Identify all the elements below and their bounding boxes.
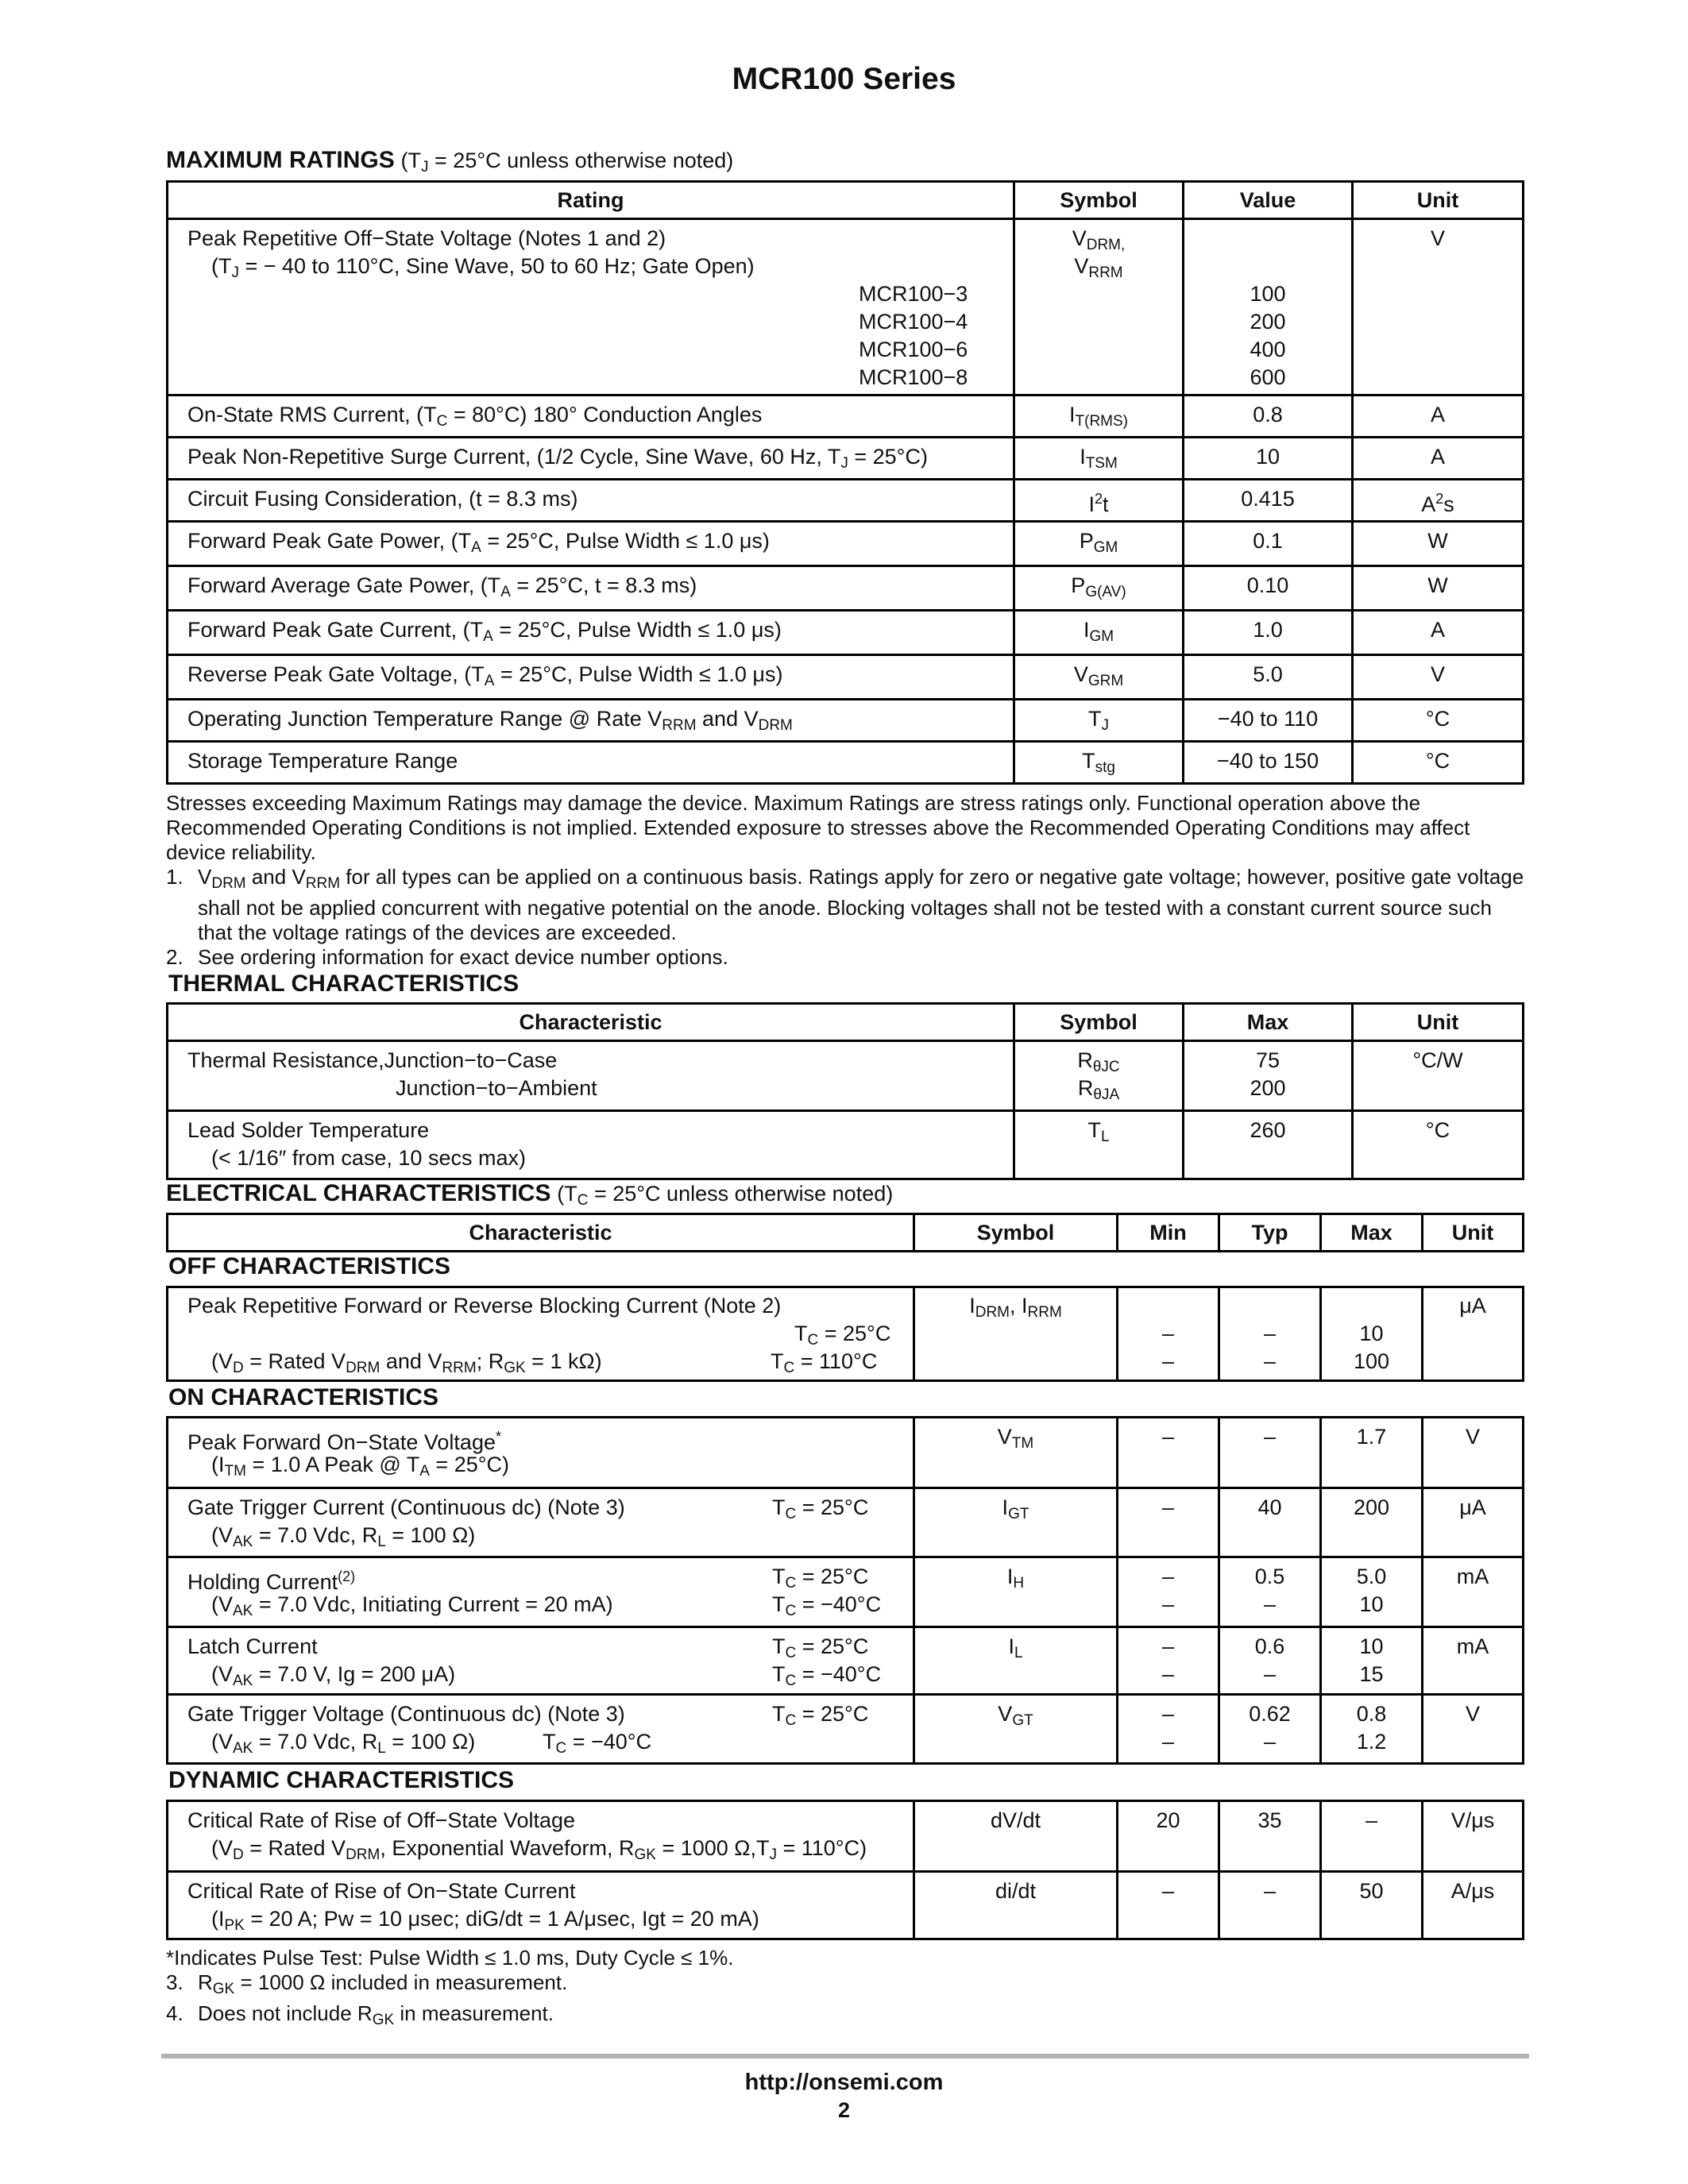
- table-row: On-State RMS Current, $(T_C = 80^\circ C)$ 180° Conduction Angles $I_{T(RMS)}$ 0.8 A: [168, 396, 1524, 438]
- dynamic-table: [166, 1800, 1524, 1940]
- table-row: Thermal Resistance,Junction−to−Case Junction−to−Ambient $R_{\theta JC}$ $R_{\theta JA}$ 75 200 °C/W: [168, 1041, 1524, 1111]
- table-row: Reverse Peak Gate Voltage, ($T_A = 25^\circ C$, Pulse Width ≤ 1.0 μs) $V_{GRM}$ 5.0 V: [168, 655, 1524, 700]
- footer-divider: [161, 2054, 1529, 2059]
- footer-url[interactable]: http://onsemi.com: [744, 2070, 944, 2095]
- off-heading: OFF CHARACTERISTICS: [168, 1253, 450, 1279]
- table-row: Storage Temperature Range $T_{stg}$ −40 to 150 °C: [168, 742, 1524, 784]
- table-row: Lead Solder Temperature (< 1/16″ from case, 10 secs max) $T_L$ 260 °C: [168, 1111, 1524, 1179]
- note-3: 3. $R_{GK} = 1000$ Ω included in measurement.: [166, 1970, 568, 1997]
- table-row: Peak Repetitive Forward or Reverse Blocking Current (Note 2) $T_C = 25^\circ C$ ($V_D$ = Rated $V_{DRM}$ and $V_{RRM}$; $R_{GK} = 1$ kΩ) $T_C = 110^\circ C$ $I_{DRM}$, $I_{RRM}$ – – – – 10 100 μA: [168, 1287, 1524, 1381]
- table-header-row: Characteristic Symbol Max Unit: [168, 1004, 1524, 1041]
- bottom-notes: [166, 1946, 1529, 2032]
- table-row: Forward Average Gate Power, ($T_A = 25^\circ C$, t = 8.3 ms) $P_{G(AV)}$ 0.10 W: [168, 566, 1524, 611]
- thermal-heading: THERMAL CHARACTERISTICS: [168, 970, 520, 997]
- notes-block: [166, 791, 1529, 970]
- table-row: Latch Current $T_C = 25^\circ C$ ($V_{AK} = 7.0$ V, Ig = 200 μA) $T_C = -40^\circ C$ $I_L$ – – 0.6 – 10 15 mA: [168, 1627, 1524, 1695]
- on-heading: ON CHARACTERISTICS: [168, 1384, 439, 1410]
- max-ratings-table: [166, 180, 1524, 785]
- table-header-row: Rating Symbol Value Unit: [168, 182, 1524, 219]
- on-table: [166, 1416, 1524, 1765]
- table-header-row: Characteristic Symbol Min Typ Max Unit: [168, 1214, 1524, 1252]
- table-row: Critical Rate of Rise of On−State Current ($I_{PK} = 20$ A; Pw = 10 μsec; diG/dt = 1 A/μsec, Igt = 20 mA) di/dt – – 50 A/μs: [168, 1872, 1524, 1939]
- pulse-test-note: *Indicates Pulse Test: Pulse Width ≤ 1.0 ms, Duty Cycle ≤ 1%.: [166, 1946, 734, 1970]
- table-row: Operating Junction Temperature Range @ Rate $V_{RRM}$ and $V_{DRM}$ $T_J$ −40 to 110 °C: [168, 700, 1524, 742]
- table-row: Peak Repetitive Off−State Voltage (Notes 1 and 2) ($T_J$ = − 40 to 110°C, Sine Wave, 50 to 60 Hz; Gate Open) MCR100−3 MCR100−4 MCR100−6 MCR100−8 $V_{DRM,}$ $V_{RRM}$ 100 200 400 600 V: [168, 219, 1524, 396]
- table-row: Gate Trigger Current (Continuous dc) (Note 3) $T_C = 25^\circ C$ ($V_{AK} = 7.0$ Vdc, $R_L = 100$ Ω) $I_{GT}$ – 40 200 μA: [168, 1488, 1524, 1557]
- note-2: 2. See ordering information for exact device number options.: [166, 945, 728, 969]
- table-row: Peak Non-Repetitive Surge Current, (1/2 Cycle, Sine Wave, 60 Hz, $T_J = 25^\circ C$) $I_{TSM}$ 10 A: [168, 438, 1524, 480]
- table-row: Forward Peak Gate Current, ($T_A = 25^\circ C$, Pulse Width ≤ 1.0 μs) $I_{GM}$ 1.0 A: [168, 611, 1524, 655]
- table-row: Holding Current$^{(2)}$ $T_C = 25^\circ C$ ($V_{AK} = 7.0$ Vdc, Initiating Current = 20 mA) $T_C = -40^\circ C$ $I_H$ – – 0.5 – 5.0 10 mA: [168, 1557, 1524, 1627]
- table-row: Circuit Fusing Consideration, (t = 8.3 ms) $I^2t$ 0.415 $A^2s$: [168, 480, 1524, 522]
- off-table: [166, 1286, 1524, 1382]
- page-title: MCR100 Series: [732, 62, 956, 96]
- table-row: Forward Peak Gate Power, ($T_A = 25^\circ C$, Pulse Width ≤ 1.0 μs) $P_{GM}$ 0.1 W: [168, 522, 1524, 566]
- table-row: Peak Forward On−State Voltage* ($I_{TM} = 1.0$ A Peak @ $T_A = 25^\circ C$) $V_{TM}$ – – 1.7 V: [168, 1418, 1524, 1488]
- electrical-heading: ELECTRICAL CHARACTERISTICS ($T_C = 25^\circ C$ unless otherwise noted): [166, 1180, 894, 1209]
- table-row: Gate Trigger Voltage (Continuous dc) (Note 3) $T_C = 25^\circ C$ ($V_{AK} = 7.0$ Vdc, $R_L = 100$ Ω) $T_C = -40^\circ C$ $V_{GT}$ – – 0.62 – 0.8 1.2 V: [168, 1695, 1524, 1764]
- stress-note: Stresses exceeding Maximum Ratings may damage the device. Maximum Ratings are stress ratings only. Functional operation above the Recommended Operating Conditions is not implied. Extended exposure to stresses above the Recommended Operating Conditions may affect device reliability.: [166, 791, 1470, 864]
- note-1: 1. $V_{DRM}$ and $V_{RRM}$ for all types can be applied on a continuous basis. Ratings apply for zero or negative gate voltage; however, positive gate voltage shall not be applied concurrent with negative potential on the anode. Blocking voltages shall not be tested with a constant current source such that the voltage ratings of the devices are exceeded.: [166, 865, 1524, 944]
- dynamic-heading: DYNAMIC CHARACTERISTICS: [168, 1767, 514, 1793]
- page-number: 2: [837, 2098, 851, 2122]
- electrical-header-table: [166, 1213, 1524, 1252]
- table-row: Critical Rate of Rise of Off−State Voltage ($V_D$ = Rated $V_{DRM}$, Exponential Waveform, $R_{GK} = 1000$ $\Omega,T_J = 110^\circ C$) dV/dt 20 35 – V/μs: [168, 1801, 1524, 1872]
- thermal-table: [166, 1002, 1524, 1180]
- max-ratings-heading: MAXIMUM RATINGS ($T_J = 25^\circ C$ unless otherwise noted): [166, 147, 734, 176]
- note-4: 4. Does not include $R_{GK}$ in measurement.: [166, 2001, 554, 2028]
